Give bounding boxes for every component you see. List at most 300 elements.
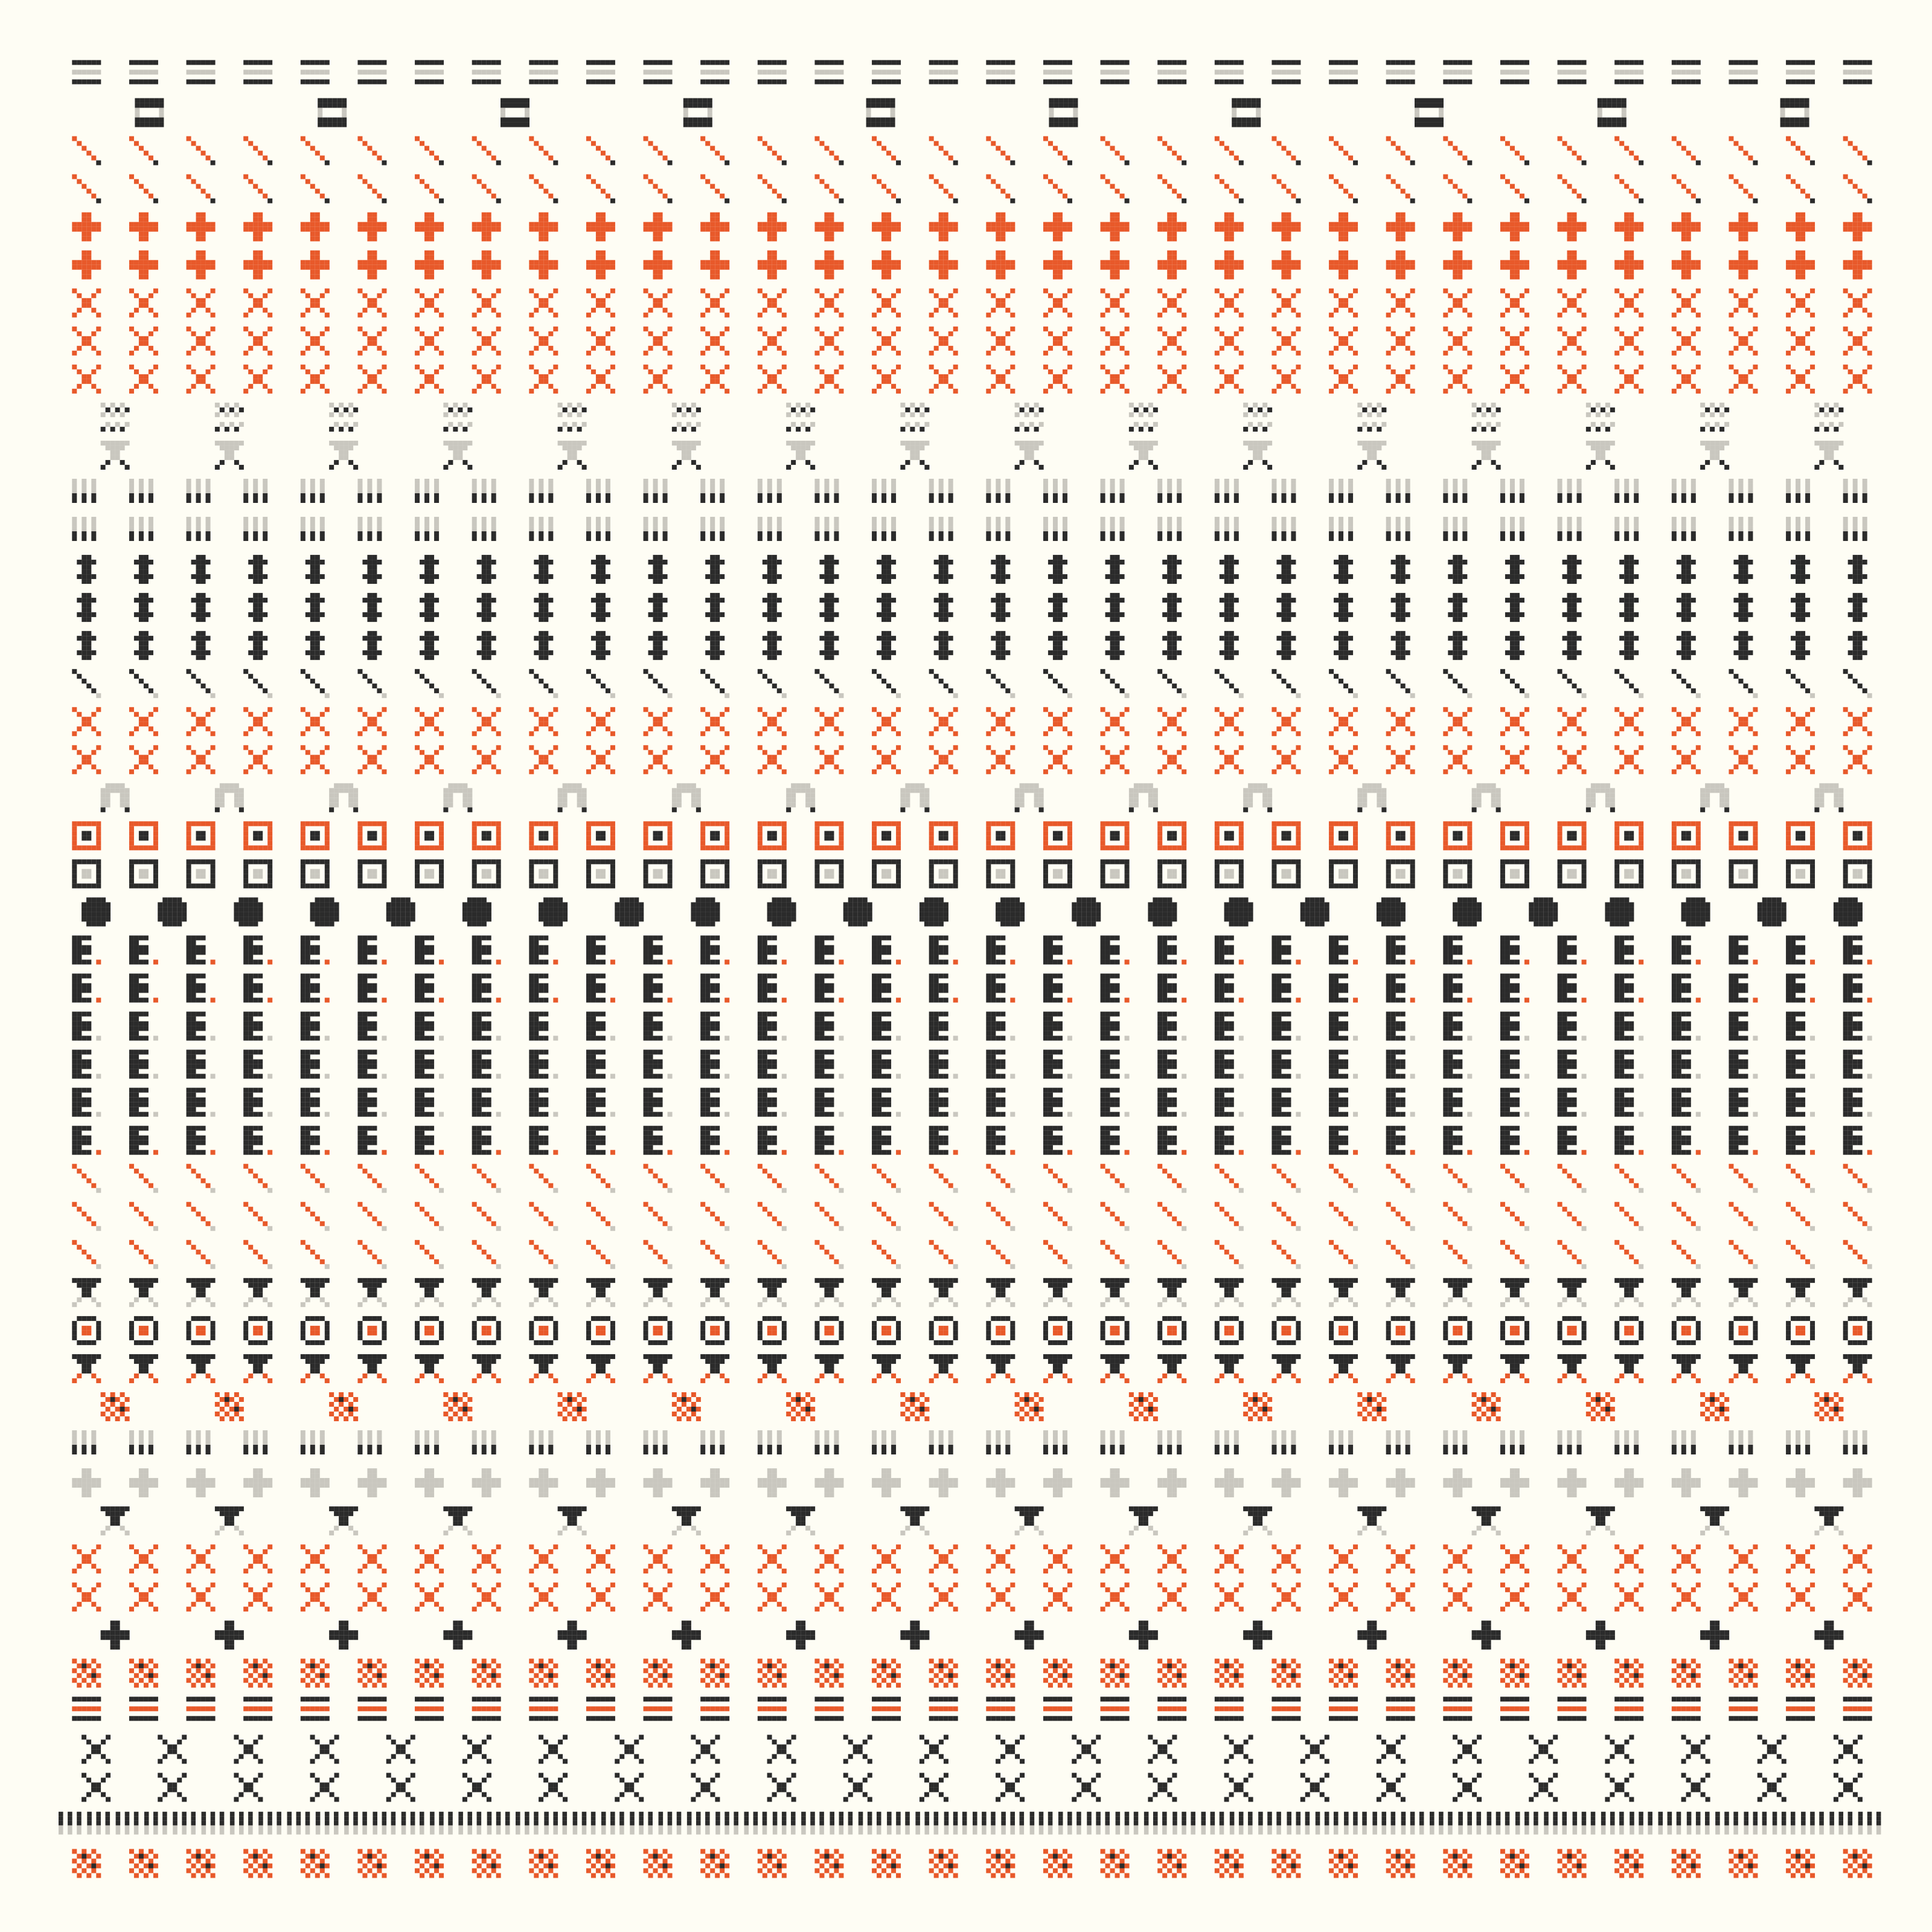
motif-cell	[1000, 237, 1005, 242]
motif-cell	[1800, 80, 1805, 85]
motif-cell	[1567, 146, 1572, 151]
motif-cell	[367, 80, 372, 85]
motif-cell	[1520, 222, 1524, 227]
motif-cell	[1863, 227, 1867, 232]
motif-cell	[1239, 222, 1244, 227]
motif-cell	[834, 70, 839, 75]
motif-cell	[1729, 60, 1733, 65]
motif	[1614, 213, 1643, 242]
motif-cell	[372, 60, 377, 65]
motif-cell	[996, 80, 1000, 85]
motif-cell	[601, 60, 606, 65]
motif-cell	[720, 194, 724, 199]
motif-cell	[139, 184, 144, 189]
motif-cell	[829, 60, 834, 65]
motif-cell	[510, 103, 515, 108]
motif-cell	[201, 232, 206, 237]
motif-cell	[263, 70, 267, 75]
motif-cell	[591, 179, 596, 184]
motif-cell	[1848, 141, 1853, 146]
motif	[1558, 213, 1587, 242]
motif-cell	[86, 70, 91, 75]
motif-cell	[253, 222, 258, 227]
motif-cell	[1582, 80, 1587, 85]
motif-cell	[520, 98, 525, 103]
motif-cell	[1256, 123, 1261, 127]
motif-cell	[91, 80, 96, 85]
motif-cell	[415, 70, 420, 75]
motif-cell	[715, 227, 720, 232]
motif	[1500, 60, 1529, 85]
motif-cell	[1805, 103, 1809, 108]
motif-cell	[1843, 60, 1848, 65]
motif-cell	[1558, 222, 1563, 227]
motif-cell	[1415, 108, 1419, 113]
motif-cell	[1520, 156, 1524, 161]
motif-cell	[1805, 222, 1810, 227]
motif-cell	[1805, 98, 1809, 103]
motif-cell	[939, 213, 944, 217]
motif-cell	[658, 189, 663, 194]
motif-cell	[829, 222, 834, 227]
motif-cell	[477, 179, 482, 184]
motif-cell	[1795, 103, 1800, 108]
motif	[1386, 60, 1415, 85]
motif-cell	[1796, 227, 1800, 232]
motif-cell	[206, 80, 211, 85]
motif-cell	[1251, 118, 1256, 123]
motif-cell	[134, 80, 139, 85]
motif-cell	[434, 222, 439, 227]
motif-cell	[724, 70, 729, 75]
motif-cell	[1867, 199, 1872, 203]
motif-cell	[144, 227, 149, 232]
motif-cell	[877, 227, 881, 232]
motif-cell	[1743, 189, 1748, 194]
motif-cell	[134, 227, 139, 232]
motif	[758, 60, 787, 85]
motif-cell	[196, 237, 201, 242]
motif-cell	[1462, 70, 1467, 75]
motif-cell	[644, 80, 648, 85]
motif	[1443, 136, 1472, 165]
motif-cell	[601, 227, 606, 232]
motif-cell	[129, 60, 134, 65]
motif-cell	[1101, 136, 1105, 141]
motif-cell	[491, 60, 496, 65]
motif-cell	[382, 60, 386, 65]
motif-cell	[1800, 189, 1805, 194]
motif-cell	[1686, 80, 1691, 85]
motif-cell	[327, 118, 332, 123]
motif-cell	[606, 222, 610, 227]
motif-cell	[424, 146, 429, 151]
motif-cell	[1453, 146, 1457, 151]
motif-cell	[663, 80, 668, 85]
motif-cell	[1617, 103, 1622, 108]
motif-cell	[1115, 237, 1120, 242]
motif-cell	[1229, 227, 1234, 232]
motif-cell	[724, 227, 729, 232]
motif	[357, 174, 386, 203]
motif-cell	[424, 184, 429, 189]
motif	[644, 174, 673, 203]
motif-cell	[1567, 237, 1572, 242]
motif-cell	[668, 222, 673, 227]
motif-cell	[1125, 70, 1130, 75]
motif-cell	[91, 70, 96, 75]
motif-cell	[248, 70, 253, 75]
motif-cell	[135, 113, 139, 118]
motif-cell	[1810, 60, 1815, 65]
motif-cell	[1572, 151, 1577, 156]
pattern-band	[72, 213, 1872, 242]
motif	[1729, 60, 1758, 85]
motif-cell	[1622, 103, 1627, 108]
motif-cell	[86, 251, 91, 255]
motif-cell	[1220, 80, 1224, 85]
motif-cell	[1443, 80, 1448, 85]
motif-cell	[648, 70, 653, 75]
motif-cell	[1577, 227, 1582, 232]
motif-cell	[1867, 70, 1872, 75]
motif-cell	[705, 70, 710, 75]
motif-cell	[1791, 222, 1796, 227]
motif-cell	[505, 118, 510, 123]
motif	[1271, 213, 1300, 242]
motif-cell	[720, 222, 724, 227]
motif-cell	[1063, 194, 1067, 199]
motif-cell	[663, 222, 668, 227]
motif-cell	[1005, 222, 1010, 227]
motif-cell	[1748, 60, 1753, 65]
motif-cell	[814, 227, 819, 232]
motif-cell	[543, 213, 548, 217]
motif-cell	[1800, 123, 1805, 127]
motif-cell	[1672, 80, 1677, 85]
motif-cell	[315, 222, 320, 227]
motif-cell	[429, 189, 434, 194]
motif-cell	[758, 227, 763, 232]
motif-cell	[1558, 174, 1563, 179]
motif-cell	[301, 222, 305, 227]
motif-cell	[1505, 222, 1510, 227]
motif-cell	[1120, 70, 1125, 75]
motif-cell	[372, 151, 377, 156]
motif-cell	[1796, 217, 1800, 222]
motif-cell	[939, 70, 944, 75]
motif	[529, 174, 558, 203]
motif-cell	[1276, 70, 1281, 75]
motif-cell	[434, 70, 439, 75]
motif	[1329, 213, 1358, 242]
motif-cell	[439, 60, 444, 65]
motif-cell	[1053, 60, 1058, 65]
motif-cell	[318, 103, 322, 108]
motif-cell	[510, 123, 515, 127]
motif-cell	[501, 108, 505, 113]
motif-cell	[477, 141, 482, 146]
motif	[986, 213, 1015, 242]
motif-cell	[1232, 123, 1236, 127]
motif-cell	[258, 237, 263, 242]
motif-cell	[253, 70, 258, 75]
motif	[1271, 174, 1300, 203]
motif-cell	[720, 156, 724, 161]
motif-cell	[663, 194, 668, 199]
motif-cell	[543, 217, 548, 222]
motif-cell	[767, 60, 772, 65]
motif-cell	[525, 123, 529, 127]
motif-cell	[720, 80, 724, 85]
motif-cell	[362, 60, 367, 65]
motif	[501, 98, 529, 127]
motif-cell	[1105, 60, 1110, 65]
motif-cell	[596, 227, 601, 232]
motif-cell	[1296, 70, 1300, 75]
motif-cell	[472, 227, 477, 232]
motif-cell	[1800, 232, 1805, 237]
motif-cell	[1810, 199, 1815, 203]
motif-cell	[1048, 222, 1053, 227]
motif-cell	[814, 222, 819, 227]
motif-cell	[1167, 146, 1172, 151]
motif-cell	[715, 213, 720, 217]
motif-cell	[1429, 98, 1434, 103]
motif-cell	[258, 80, 263, 85]
motif-cell	[139, 227, 144, 232]
motif-cell	[1800, 70, 1805, 75]
motif-cell	[196, 222, 201, 227]
motif-cell	[1520, 70, 1524, 75]
motif-cell	[871, 103, 876, 108]
motif-cell	[72, 70, 77, 75]
motif-cell	[1281, 146, 1286, 151]
motif-cell	[1401, 213, 1406, 217]
motif-cell	[1329, 174, 1334, 179]
motif-cell	[439, 70, 444, 75]
motif-cell	[1339, 237, 1343, 242]
motif-cell	[1343, 189, 1348, 194]
motif-cell	[1105, 227, 1110, 232]
motif-cell	[1182, 227, 1186, 232]
motif-cell	[1567, 70, 1572, 75]
motif-cell	[367, 227, 372, 232]
motif	[758, 136, 787, 165]
motif-cell	[1612, 123, 1617, 127]
motif-cell	[1125, 199, 1130, 203]
motif-cell	[72, 136, 77, 141]
motif-cell	[1786, 136, 1791, 141]
motif-cell	[683, 98, 688, 103]
motif-cell	[891, 227, 896, 232]
motif-cell	[886, 60, 891, 65]
motif-cell	[1415, 98, 1419, 103]
motif-cell	[1286, 60, 1291, 65]
motif-cell	[1115, 80, 1120, 85]
motif-cell	[1120, 156, 1125, 161]
motif-cell	[819, 222, 824, 227]
motif-cell	[322, 118, 327, 123]
motif-cell	[934, 80, 939, 85]
motif-cell	[886, 151, 891, 156]
motif-cell	[601, 70, 606, 75]
motif-cell	[206, 227, 211, 232]
motif-cell	[948, 227, 953, 232]
motif-cell	[1101, 80, 1105, 85]
motif-cell	[1110, 227, 1115, 232]
motif	[644, 136, 673, 165]
motif-cell	[1215, 227, 1220, 232]
motif-cell	[139, 232, 144, 237]
motif-cell	[86, 227, 91, 232]
motif	[1329, 136, 1358, 165]
motif-cell	[839, 227, 843, 232]
motif-cell	[1115, 189, 1120, 194]
motif-cell	[782, 161, 787, 165]
motif-cell	[1348, 60, 1353, 65]
motif-cell	[315, 237, 320, 242]
motif-cell	[953, 70, 958, 75]
motif-cell	[153, 60, 158, 65]
motif-cell	[1510, 146, 1515, 151]
motif-cell	[134, 70, 139, 75]
motif-cell	[1172, 60, 1177, 65]
motif-cell	[472, 222, 477, 227]
motif-cell	[159, 98, 164, 103]
motif-cell	[1167, 213, 1172, 217]
motif-cell	[1246, 103, 1251, 108]
motif-cell	[1634, 156, 1639, 161]
motif-cell	[429, 80, 434, 85]
motif	[1049, 98, 1078, 127]
motif-cell	[896, 60, 901, 65]
motif-cell	[1406, 227, 1410, 232]
motif-cell	[834, 194, 839, 199]
motif-cell	[758, 136, 763, 141]
motif-cell	[1524, 60, 1529, 65]
motif-cell	[201, 217, 206, 222]
motif-cell	[1457, 222, 1462, 227]
motif-cell	[991, 141, 996, 146]
motif-cell	[1629, 80, 1634, 85]
motif-cell	[1843, 70, 1848, 75]
motif-cell	[82, 80, 86, 85]
motif-cell	[1043, 70, 1048, 75]
motif-cell	[881, 227, 886, 232]
motif-cell	[253, 184, 258, 189]
motif-cell	[263, 227, 267, 232]
motif-cell	[1054, 123, 1058, 127]
motif-cell	[534, 227, 539, 232]
motif-cell	[944, 189, 948, 194]
motif-cell	[1733, 70, 1738, 75]
motif-cell	[1058, 237, 1063, 242]
motif-cell	[1162, 80, 1167, 85]
motif-cell	[258, 70, 263, 75]
motif-cell	[1743, 237, 1748, 242]
motif-cell	[1558, 60, 1563, 65]
motif-cell	[187, 174, 191, 179]
motif-cell	[1457, 189, 1462, 194]
motif-cell	[201, 70, 206, 75]
motif-cell	[1443, 222, 1448, 227]
motif-cell	[591, 70, 596, 75]
motif-cell	[1743, 60, 1748, 65]
motif-cell	[548, 227, 553, 232]
motif-cell	[1120, 194, 1125, 199]
motif-cell	[1410, 80, 1415, 85]
motif-cell	[305, 179, 310, 184]
motif-cell	[487, 232, 491, 237]
motif-cell	[1810, 227, 1815, 232]
motif-cell	[834, 80, 839, 85]
motif-cell	[1672, 227, 1677, 232]
motif-cell	[886, 103, 891, 108]
motif-cell	[876, 123, 881, 127]
motif-cell	[1462, 80, 1467, 85]
motif-cell	[1232, 103, 1236, 108]
motif-cell	[372, 232, 377, 237]
motif-cell	[1629, 232, 1634, 237]
motif-cell	[1162, 227, 1167, 232]
motif-cell	[991, 80, 996, 85]
motif-cell	[1500, 227, 1505, 232]
motif-cell	[301, 60, 305, 65]
motif-cell	[1229, 232, 1234, 237]
motif-cell	[1410, 70, 1415, 75]
motif-cell	[1524, 80, 1529, 85]
motif-cell	[934, 141, 939, 146]
motif-cell	[477, 70, 482, 75]
motif-cell	[1624, 146, 1629, 151]
motif-cell	[1353, 199, 1358, 203]
motif-cell	[1843, 80, 1848, 85]
motif	[1843, 60, 1872, 85]
motif-cell	[1791, 70, 1796, 75]
motif-cell	[1753, 199, 1758, 203]
motif-cell	[139, 222, 144, 227]
motif-cell	[1343, 60, 1348, 65]
motif-cell	[782, 199, 787, 203]
motif-cell	[1598, 123, 1602, 127]
motif-cell	[1162, 141, 1167, 146]
motif-cell	[1500, 174, 1505, 179]
motif-cell	[1339, 232, 1343, 237]
motif-cell	[1271, 70, 1276, 75]
motif-cell	[487, 189, 491, 194]
motif	[1157, 213, 1186, 242]
motif-cell	[1843, 174, 1848, 179]
motif-cell	[1696, 199, 1701, 203]
motif-cell	[710, 232, 715, 237]
motif-cell	[700, 227, 705, 232]
motif-cell	[1073, 108, 1078, 113]
motif-cell	[1406, 194, 1410, 199]
motif-cell	[1291, 60, 1296, 65]
motif-cell	[243, 80, 248, 85]
motif-cell	[1010, 80, 1015, 85]
motif-cell	[767, 184, 772, 189]
motif-cell	[1157, 174, 1162, 179]
motif-cell	[1639, 227, 1643, 232]
motif-cell	[72, 60, 77, 65]
motif-cell	[372, 213, 377, 217]
motif-cell	[129, 222, 134, 227]
motif-cell	[1239, 60, 1244, 65]
motif-cell	[82, 146, 86, 151]
motif-cell	[1276, 227, 1281, 232]
